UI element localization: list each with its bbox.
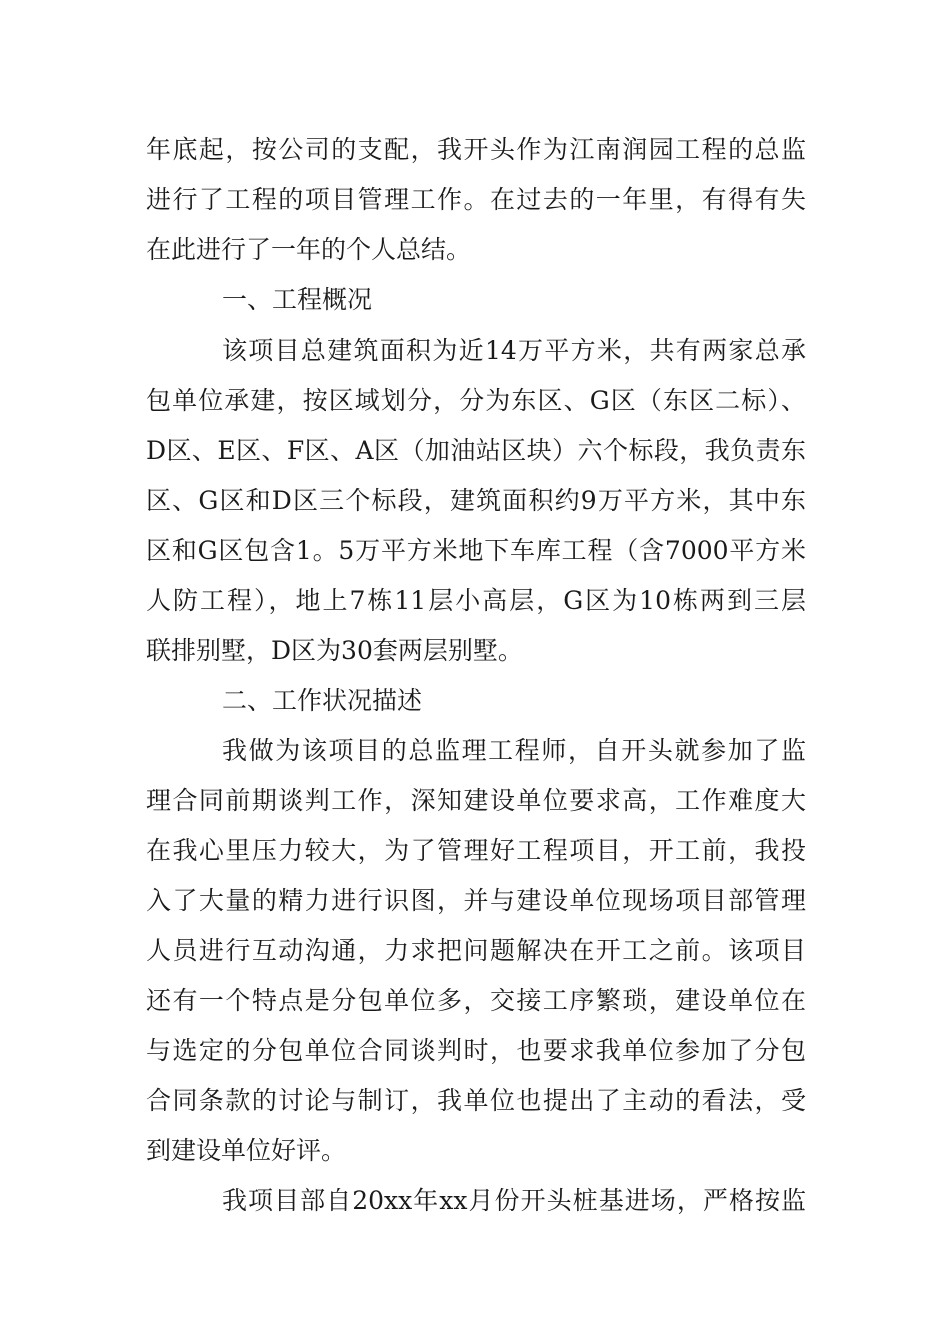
- paragraph-line: 年底起，按公司的支配，我开头作为江南润园工程的总监: [146, 135, 806, 164]
- paragraph-line: 包单位承建，按区域划分，分为东区、G区（东区二标）、: [146, 386, 806, 415]
- paragraph-line: 到建设单位好评。: [146, 1136, 347, 1165]
- paragraph-line: 在我心里压力较大，为了管理好工程项目，开工前，我投: [146, 836, 806, 865]
- paragraph-line: 人防工程），地上7栋11层小高层，G区为10栋两到三层: [146, 586, 806, 615]
- section-heading: 一、工程概况: [222, 285, 373, 314]
- paragraph-line: D区、E区、F区、A区（加油站区块）六个标段，我负责东: [146, 436, 806, 465]
- paragraph-line: 入了大量的精力进行识图，并与建设单位现场项目部管理: [146, 886, 806, 915]
- paragraph-line: 理合同前期谈判工作，深知建设单位要求高，工作难度大: [146, 786, 806, 815]
- paragraph-line: 与选定的分包单位合同谈判时，也要求我单位参加了分包: [146, 1036, 806, 1065]
- paragraph-line: 我项目部自20xx年xx月份开头桩基进场，严格按监: [222, 1186, 806, 1215]
- paragraph-line: 合同条款的讨论与制订，我单位也提出了主动的看法，受: [146, 1086, 806, 1115]
- paragraph-line: 在此进行了一年的个人总结。: [146, 235, 472, 264]
- paragraph-line: 进行了工程的项目管理工作。在过去的一年里，有得有失: [146, 185, 806, 214]
- paragraph-line: 我做为该项目的总监理工程师，自开头就参加了监: [222, 736, 806, 765]
- paragraph-line: 该项目总建筑面积为近14万平方米，共有两家总承: [222, 336, 806, 365]
- paragraph-line: 还有一个特点是分包单位多，交接工序繁琐，建设单位在: [146, 986, 806, 1015]
- paragraph-line: 区和G区包含1。5万平方米地下车库工程（含7000平方米: [146, 536, 806, 565]
- paragraph-line: 人员进行互动沟通，力求把问题解决在开工之前。该项目: [146, 936, 806, 965]
- paragraph-line: 区、G区和D区三个标段，建筑面积约9万平方米，其中东: [146, 486, 806, 515]
- section-heading: 二、工作状况描述: [222, 686, 423, 715]
- paragraph-line: 联排别墅，D区为30套两层别墅。: [146, 636, 523, 665]
